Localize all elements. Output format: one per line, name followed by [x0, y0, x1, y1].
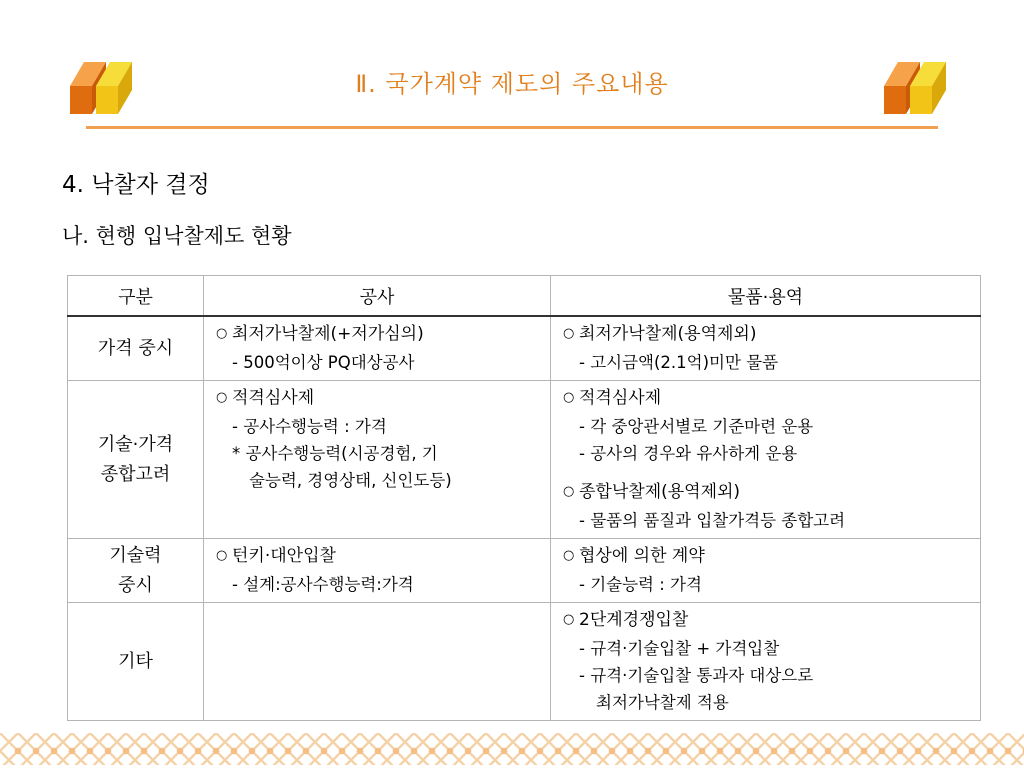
- sub-item: * 공사수행능력(시공경험, 기: [232, 444, 438, 463]
- sub-item: - 규격·기술입찰 통과자 대상으로: [579, 666, 814, 685]
- list-item: ○ 협상에 의한 계약: [563, 543, 980, 571]
- sub-item: 술능력, 경영상태, 신인도등): [249, 471, 452, 490]
- table-row: [68, 603, 981, 721]
- circle-bullet-icon: ○: [216, 548, 228, 563]
- row-category: 가격 중시: [68, 316, 204, 381]
- sub-item: - 고시금액(2.1억)미만 물품: [579, 353, 779, 372]
- row-category: 기타: [68, 603, 204, 721]
- header-construction: 공사: [204, 276, 551, 317]
- row-category: 기술력 중시: [68, 539, 204, 603]
- list-item: ○ 적격심사제: [563, 385, 980, 413]
- sub-item: - 기술능력 : 가격: [579, 575, 702, 594]
- circle-bullet-icon: ○: [216, 326, 228, 341]
- circle-bullet-icon: ○: [563, 390, 575, 405]
- sub-item: - 설계:공사수행능력:가격: [232, 575, 414, 594]
- title-divider: [86, 126, 938, 129]
- circle-bullet-icon: ○: [563, 484, 575, 499]
- sub-item: - 물품의 품질과 입찰가격등 종합고려: [579, 511, 846, 530]
- circle-bullet-icon: ○: [216, 390, 228, 405]
- table-row: [68, 539, 981, 603]
- goods-cell: [551, 381, 981, 539]
- circle-bullet-icon: ○: [563, 548, 575, 563]
- subsection-heading: 나. 현행 입낙찰제도 현황: [62, 224, 292, 248]
- sub-item: - 공사의 경우와 유사하게 운용: [579, 444, 798, 463]
- sub-item: 최저가낙찰제 적용: [596, 693, 729, 712]
- construction-cell: [204, 316, 551, 381]
- list-item: ○ 2단계경쟁입찰: [563, 607, 980, 635]
- goods-cell: [551, 316, 981, 381]
- goods-cell: [551, 539, 981, 603]
- list-item: ○ 최저가낙찰제(용역제외): [563, 321, 980, 349]
- sub-item: - 500억이상 PQ대상공사: [232, 353, 415, 372]
- list-item: ○ 최저가낙찰제(+저가심의): [216, 321, 550, 349]
- bidding-system-table: [67, 275, 981, 721]
- footer-diamond-pattern: [0, 733, 1024, 765]
- row-category: 기술·가격 종합고려: [68, 381, 204, 539]
- sub-item: - 각 중앙관서별로 기준마련 운용: [579, 417, 814, 436]
- sub-item: - 공사수행능력 : 가격: [232, 417, 387, 436]
- table-row: [68, 381, 981, 539]
- list-item: ○ 적격심사제: [216, 385, 550, 413]
- header-category: 구분: [68, 276, 204, 317]
- goods-cell: [551, 603, 981, 721]
- header-goods-services: 물품·용역: [551, 276, 981, 317]
- construction-cell: [204, 381, 551, 539]
- list-item: ○ 종합낙찰제(용역제외): [563, 479, 980, 507]
- list-item: ○ 턴키·대안입찰: [216, 543, 550, 571]
- sub-item: - 규격·기술입찰 + 가격입찰: [579, 639, 780, 658]
- table-row: [68, 316, 981, 381]
- circle-bullet-icon: ○: [563, 612, 575, 627]
- construction-cell: [204, 539, 551, 603]
- circle-bullet-icon: ○: [563, 326, 575, 341]
- slide-title: Ⅱ. 국가계약 제도의 주요내용: [355, 70, 669, 98]
- table-header-row: [68, 276, 981, 317]
- construction-cell-empty: [204, 603, 551, 721]
- section-heading: 4. 낙찰자 결정: [62, 172, 210, 198]
